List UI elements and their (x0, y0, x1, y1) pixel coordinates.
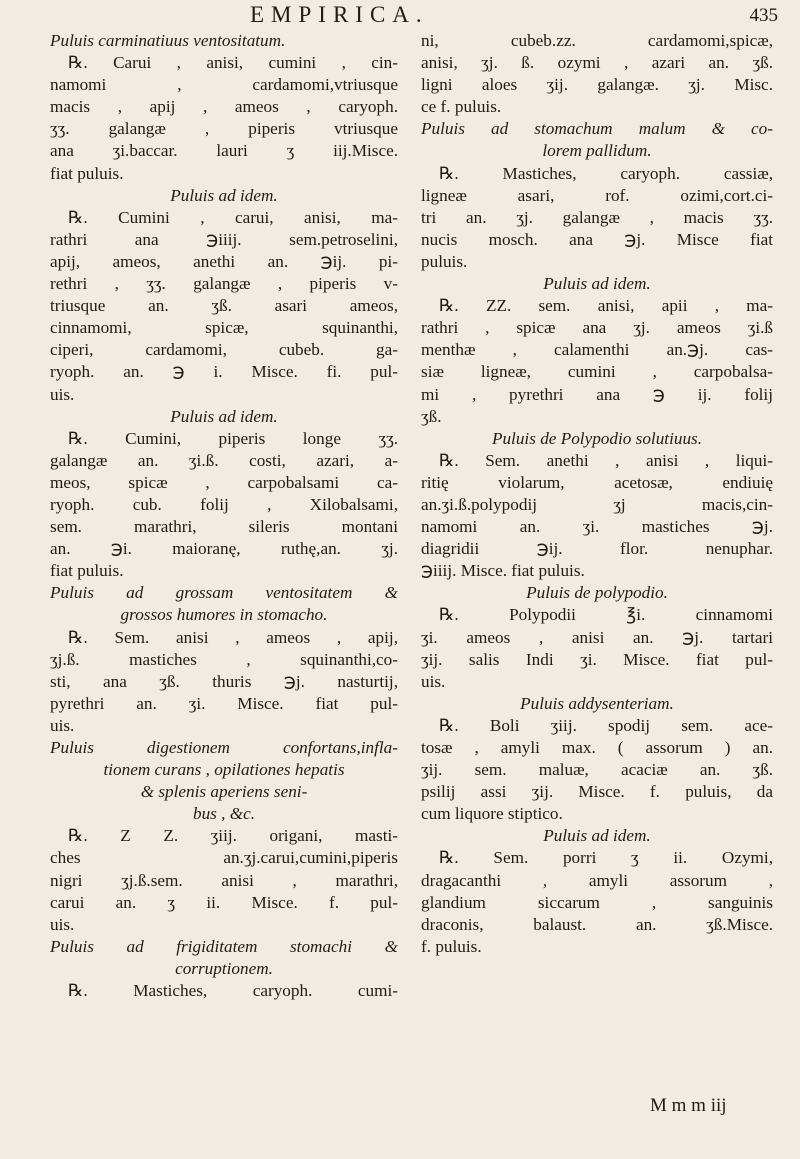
right-column-text-line: uis. (421, 671, 446, 691)
right-column-text-line: ℞. Polypodii ℥i. cinnamomi (439, 605, 773, 625)
left-column (50, 30, 398, 1002)
right-column-text-line: anisi, ʒj. ß. ozymi , azari an. ʒß. (421, 53, 773, 73)
right-column-heading-line: Puluis ad idem. (543, 274, 651, 294)
right-column-text-line: glandium siccarum , sanguinis (421, 892, 773, 912)
left-column-text-line: ℞. Mastiches, caryoph. cumi- (68, 981, 398, 1001)
left-column-text-line: ryoph. cub. folij , Xilobalsami, (50, 494, 398, 514)
right-column-heading-line: Puluis addysenteriam. (520, 693, 674, 713)
left-column-heading-line: tionem curans , opilationes hepatis (103, 760, 345, 780)
right-column-text-line: f. puluis. (421, 936, 482, 956)
left-column-heading-line: bus , &c. (192, 804, 256, 824)
right-column-heading-line: Puluis de polypodio. (526, 583, 668, 603)
right-column-text-line: ʒi. ameos , anisi an. ℈j. tartari (421, 627, 773, 647)
left-column-text-line: fiat puluis. (50, 163, 124, 183)
left-column-text-line: rethri , ʒʒ. galangæ , piperis v- (50, 274, 398, 294)
right-column-text-line: tri an. ʒj. galangæ , macis ʒʒ. (421, 207, 773, 227)
right-column-text-line: ʒij. salis Indi ʒi. Misce. fiat pul- (421, 649, 773, 669)
left-column-text-line: cinnamomi, spicæ, squinanthi, (50, 318, 398, 338)
left-column-heading-line: Puluis ad idem. (170, 406, 278, 426)
page-number: 435 (749, 5, 778, 26)
right-column-text-line: ce f. puluis. (421, 97, 502, 117)
right-column-text-line: tosæ , amyli max. ( assorum ) an. (421, 738, 773, 757)
right-column-text-line: psilij assi ʒij. Misce. f. puluis, da (421, 782, 773, 802)
left-column-text-line: sti, ana ʒß. thuris ℈j. nasturtij, (50, 671, 398, 691)
right-column-text-line: draconis, balaust. an. ʒß.Misce. (421, 914, 773, 934)
right-column-text-line: puluis. (421, 251, 468, 271)
right-column-heading-line: Puluis de Polypodio solutiuus. (491, 428, 703, 448)
right-column-text-line: menthæ , calamenthi an.℈j. cas- (421, 340, 773, 360)
left-column-heading-line: Puluis carminatiuus ventositatum. (50, 31, 286, 50)
left-column-text-line: pyrethri an. ʒi. Misce. fiat pul- (50, 693, 398, 713)
right-column-text-line: ℞. ZZ. sem. anisi, apii , ma- (439, 296, 773, 316)
left-column-heading-line: corruptionem. (175, 958, 273, 978)
right-column-text-line: ʒij. sem. maluæ, acaciæ an. ʒß. (421, 760, 773, 780)
right-column-text-line: cum liquore stiptico. (421, 804, 563, 824)
left-column-heading-line: Puluis ad frigiditatem stomachi & (50, 936, 398, 956)
left-column-text-line: ℞. Sem. anisi , ameos , apij, (68, 627, 398, 647)
left-column-text-line: ryoph. an. ℈ i. Misce. fi. pul- (50, 362, 398, 382)
left-column-text-line: uis. (50, 914, 75, 934)
right-column-text-line: rathri , spicæ ana ʒj. ameos ʒi.ß (421, 318, 773, 338)
left-column-text-line: uis. (50, 384, 75, 404)
right-column-text-line: siæ ligneæ, cumini , carpobalsa- (421, 362, 773, 382)
left-column-heading-line: Puluis digestionem confortans,infla- (50, 738, 398, 757)
right-column-text-line: ℈iiij. Misce. fiat puluis. (421, 561, 585, 581)
catchword-signature: M m m iij (650, 1095, 727, 1116)
left-column-text-line: nigri ʒj.ß.sem. anisi , marathri, (50, 870, 398, 890)
left-column-heading-line: grossos humores in stomacho. (120, 605, 328, 625)
left-column-heading-line: & splenis aperiens seni- (140, 782, 308, 802)
left-column-text-line: macis , apij , ameos , caryoph. (50, 97, 398, 117)
left-column-text-line: fiat puluis. (50, 561, 124, 581)
left-column-heading-line: Puluis ad idem. (170, 185, 278, 205)
right-column-heading-line: lorem pallidum. (542, 141, 652, 161)
left-column-text-line: ℞. Carui , anisi, cumini , cin- (68, 53, 398, 73)
right-column-heading-line: Puluis ad idem. (543, 826, 651, 846)
left-column-text-line: triusque an. ʒß. asari ameos, (50, 296, 398, 316)
right-column-text-line: ℞. Boli ʒiij. spodij sem. ace- (439, 715, 773, 735)
running-head (0, 2, 800, 32)
right-column-text-line: an.ʒi.ß.polypodij ʒj macis,cin- (421, 494, 773, 514)
left-column-text-line: ℞. Cumini, piperis longe ʒʒ. (68, 428, 398, 448)
left-column-text-line: an. ℈i. maioranę, ruthę,an. ʒj. (50, 539, 398, 559)
left-column-text-line: ches an.ʒj.carui,cumini,piperis (50, 848, 398, 868)
left-column-text-line: ʒʒ. galangæ , piperis vtriusque (50, 119, 398, 139)
right-column-text-line: ligneæ asari, rof. ozimi,cort.ci- (421, 185, 773, 205)
left-column-text-line: ℞. Cumini , carui, anisi, ma- (68, 207, 398, 227)
left-column-text-line: sem. marathri, sileris montani (50, 517, 398, 537)
left-column-text-line: carui an. ʒ ii. Misce. f. pul- (50, 892, 398, 912)
left-column-text-line: rathri ana ℈iiij. sem.petroselini, (50, 229, 398, 249)
left-column-heading-line: Puluis ad grossam ventositatem & (50, 583, 398, 603)
right-column-text-line: ℞. Sem. anethi , anisi , liqui- (439, 450, 773, 470)
running-title: EMPIRICA. (250, 2, 429, 27)
left-column-text-line: meos, spicæ , carpobalsami ca- (50, 472, 398, 492)
left-column-text-line: ʒj.ß. mastiches , squinanthi,co- (50, 649, 398, 669)
right-column-text-line: ni, cubeb.zz. cardamomi,spicæ, (421, 31, 773, 50)
left-column-text-line: ana ʒi.baccar. lauri ʒ iij.Misce. (50, 141, 398, 161)
right-column-text-line: namomi an. ʒi. mastiches ℈j. (421, 517, 773, 537)
right-column-text-line: ℞. Mastiches, caryoph. cassiæ, (439, 163, 773, 183)
left-column-text-line: galangæ an. ʒi.ß. costi, azari, a- (50, 450, 398, 470)
right-column-text-line: diagridii ℈ij. flor. nenuphar. (421, 539, 773, 559)
right-column-text-line: ritię violarum, acetosæ, endiuię (421, 472, 773, 492)
right-column-text-line: ʒß. (421, 406, 442, 426)
right-column-text-line: dragacanthi , amyli assorum , (421, 870, 773, 890)
right-column-heading-line: Puluis ad stomachum malum & co- (421, 119, 773, 139)
right-column-text-line: ℞. Sem. porri ʒ ii. Ozymi, (439, 848, 773, 868)
left-column-text-line: uis. (50, 715, 75, 735)
right-column-text-line: ligni aloes ʒij. galangæ. ʒj. Misc. (421, 75, 773, 95)
left-column-text-line: apij, ameos, anethi an. ℈ij. pi- (50, 251, 398, 271)
right-column (421, 30, 773, 958)
left-column-text-line: ciperi, cardamomi, cubeb. ga- (50, 340, 398, 360)
right-column-text-line: mi , pyrethri ana ℈ ij. folij (421, 384, 773, 404)
right-column-text-line: nucis mosch. ana ℈j. Misce fiat (421, 229, 773, 249)
left-column-text-line: ℞. Z Z. ʒiij. origani, masti- (68, 826, 398, 846)
left-column-text-line: namomi , cardamomi,vtriusque (50, 75, 398, 95)
